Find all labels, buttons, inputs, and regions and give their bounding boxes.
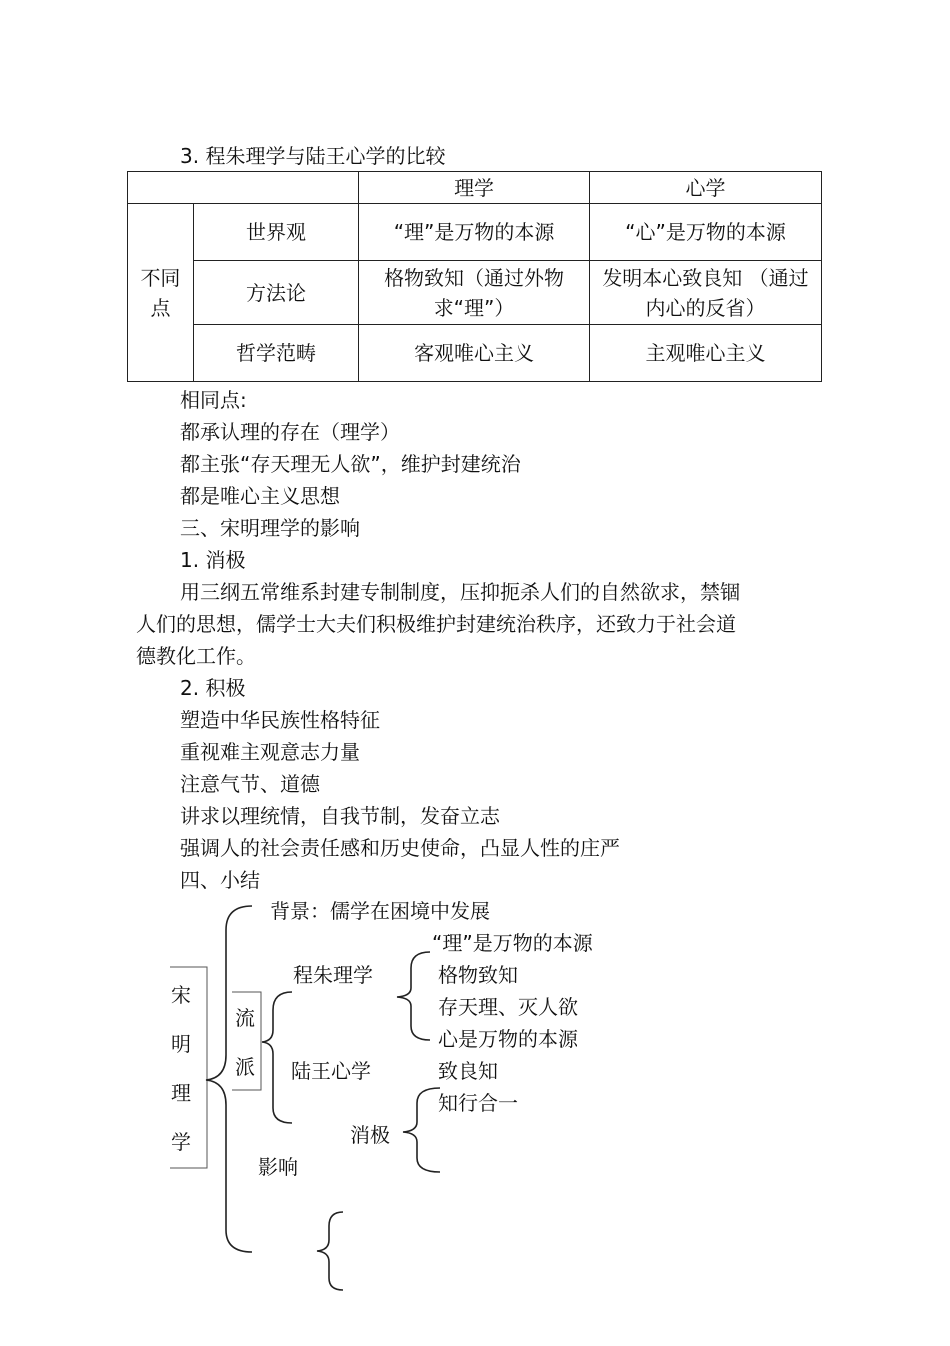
summary-point: 心是万物的本源 xyxy=(438,1027,578,1051)
positive-item: 塑造中华民族性格特征 xyxy=(180,708,380,732)
positive-brace xyxy=(317,1212,343,1290)
negative-text-line: 用三纲五常维系封建专制制度，压抑扼杀人们的自然欲求，禁锢 xyxy=(180,580,740,604)
schools-brace xyxy=(262,992,292,1123)
row-lixue-text: 格物致知（通过外物求“理”） xyxy=(384,265,565,320)
negative-brace xyxy=(403,1088,440,1172)
negative-label: 消极 xyxy=(350,1123,390,1147)
common-title: 相同点: xyxy=(180,388,247,412)
summary-point: “理”是万物的本源 xyxy=(432,931,593,955)
summary-point: 致良知 xyxy=(438,1059,498,1083)
row-label: 哲学范畴 xyxy=(193,325,358,382)
lu-wang-label: 陆王心学 xyxy=(291,1059,371,1083)
common-item: 都是唯心主义思想 xyxy=(180,484,340,508)
positive-title: 2. 积极 xyxy=(180,676,246,700)
root-char: 宋 xyxy=(171,983,191,1007)
summary-point: 存天理、灭人欲 xyxy=(438,995,578,1019)
summary-point: 格物致知 xyxy=(438,963,518,987)
impact-label: 影响 xyxy=(258,1155,298,1179)
positive-item: 强调人的社会责任感和历史使命，凸显人性的庄严 xyxy=(180,836,620,860)
schools-char: 派 xyxy=(235,1055,255,1079)
row-lixue: “理”是万物的本源 xyxy=(359,204,590,261)
header-lixue: 理学 xyxy=(359,172,590,204)
header-xinxue: 心学 xyxy=(590,172,822,204)
root-char: 理 xyxy=(171,1081,191,1105)
influence-title: 三、宋明理学的影响 xyxy=(180,516,360,540)
diff-label: 不同点 xyxy=(140,265,181,320)
row-xinxue-text: 发明本心致良知 （通过内心的反省） xyxy=(602,265,809,320)
negative-text-line: 德教化工作。 xyxy=(136,644,256,668)
negative-title: 1. 消极 xyxy=(180,548,246,572)
schools-label xyxy=(231,994,259,1092)
chengzhu-brace xyxy=(397,952,430,1040)
positive-item: 注意气节、道德 xyxy=(180,772,320,796)
common-item: 都承认理的存在（理学） xyxy=(180,420,400,444)
root-label xyxy=(167,971,195,1167)
root-char: 学 xyxy=(171,1130,191,1154)
row-label: 世界观 xyxy=(193,204,358,261)
row-xinxue: 主观唯心主义 xyxy=(590,325,822,382)
positive-item: 重视难主观意志力量 xyxy=(180,740,360,764)
root-char: 明 xyxy=(171,1032,191,1056)
common-item: 都主张“存天理无人欲”，维护封建统治 xyxy=(180,452,521,476)
summary-title: 四、小结 xyxy=(180,868,260,892)
cheng-zhu-label: 程朱理学 xyxy=(293,963,373,987)
section3-title: 3. 程朱理学与陆王心学的比较 xyxy=(180,144,446,168)
negative-text-line: 人们的思想，儒学士大夫们积极维护封建统治秩序，还致力于社会道 xyxy=(136,612,736,636)
background-text: 背景：儒学在困境中发展 xyxy=(270,899,490,923)
summary-point: 知行合一 xyxy=(438,1091,518,1115)
row-xinxue: “心”是万物的本源 xyxy=(590,204,822,261)
schools-char: 流 xyxy=(235,1006,255,1030)
row-label: 方法论 xyxy=(193,261,358,325)
positive-item: 讲求以理统情，自我节制，发奋立志 xyxy=(180,804,500,828)
row-lixue: 客观唯心主义 xyxy=(359,325,590,382)
